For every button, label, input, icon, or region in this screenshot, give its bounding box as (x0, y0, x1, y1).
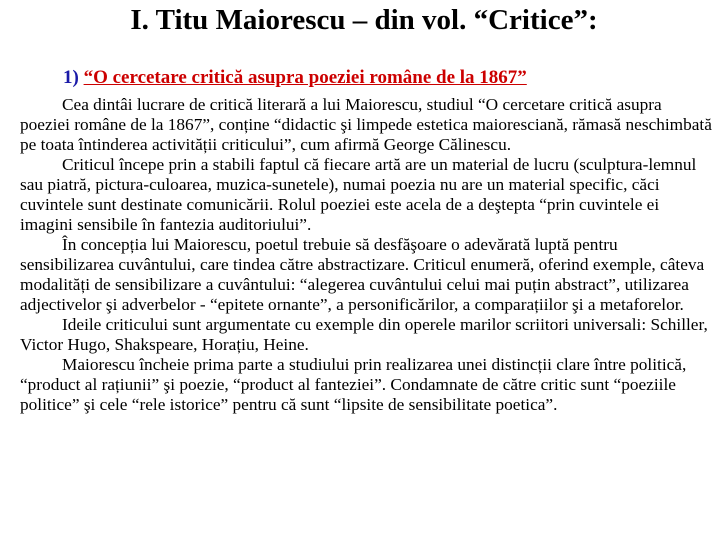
section-title-link[interactable]: “O cercetare critică asupra poeziei române de la 1867” (83, 67, 527, 88)
section-number: 1) (63, 67, 79, 88)
paragraph-4: Ideile criticului sunt argumentate cu exemple din operele marilor scriitori universali: Schiller, Victor Hugo, Shakspeare, Horațiu, Heine. (20, 315, 708, 354)
paragraph-1: Cea dintâi lucrare de critică literară a lui Maiorescu, studiul “O cercetare critică asupra poeziei române de la 1867”, conține “didactic şi limpede estetica maioresciană, rămasă neschimbată pe toata întinderea activității criticului”, cum afirmă George Călinescu. (20, 95, 712, 154)
body-text (20, 95, 715, 415)
paragraph-3: În concepția lui Maiorescu, poetul trebuie să desfăşoare o adevărată luptă pentru sensibilizarea cuvântului, care tindea către abstractizare. Criticul enumeră, oferind exemple, câteva modalități de sensibilizare a cuvântului: “alegerea cuvântului celui mai puțin abstract”, utilizarea adjectivelor şi adverbelor - “epitete ornante”, a personificărilor, a comparațiilor şi a metaforelor. (20, 235, 705, 314)
section-heading (63, 66, 527, 90)
slide-title: I. Titu Maiorescu – din vol. “Critice”: (130, 4, 598, 36)
paragraph-2: Criticul începe prin a stabili faptul că fiecare artă are un material de lucru (sculptura-lemnul sau piatră, pictura-culoarea, muzica-sunetele), numai poezia nu are un material specific, căci cuvintele sunt destinate comunicării. Rolul poeziei este acela de a deştepta “prin cuvintele ei imagini sensibile în fantezia auditoriului”. (20, 155, 697, 234)
paragraph-5: Maiorescu încheie prima parte a studiului prin realizarea unei distincții clare între politică, “product al rațiunii” şi poezie, “product al fanteziei”. Condamnate de către critic sunt “poeziile politice” şi cele “rele istorice” pentru că sunt “lipsite de sensibilitate poetica”. (20, 355, 687, 414)
